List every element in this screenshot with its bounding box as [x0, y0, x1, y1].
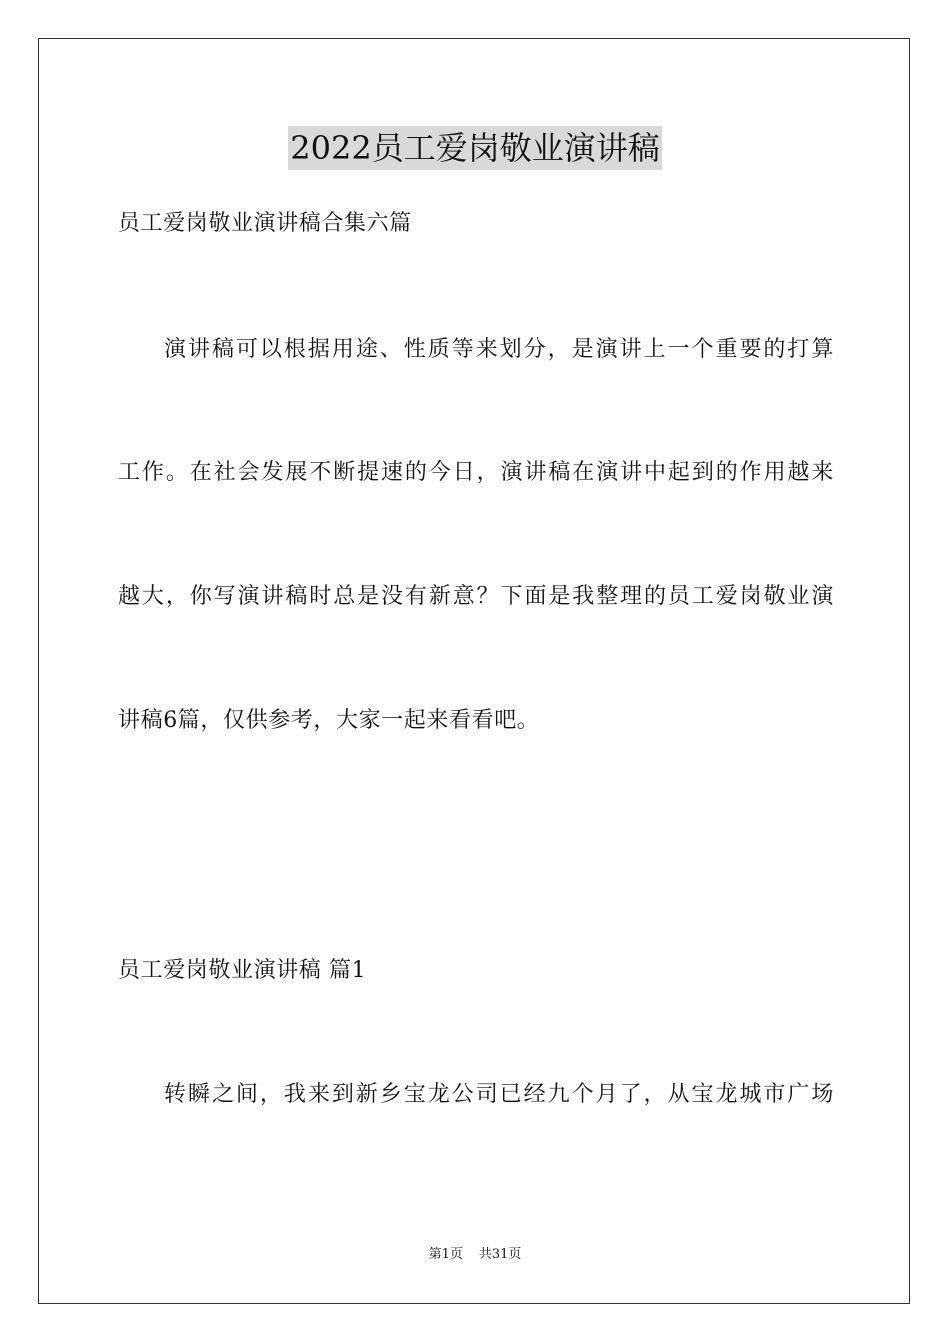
intro-line-1: 演讲稿可以根据用途、性质等来划分，是演讲上一个重要的打算: [164, 337, 834, 362]
title-container: [0, 126, 950, 170]
page-footer: [0, 1246, 950, 1264]
section-heading: 员工爱岗敬业演讲稿 篇1: [118, 958, 367, 983]
page-number: 第1页: [428, 1247, 463, 1262]
document-subtitle: 员工爱岗敬业演讲稿合集六篇: [118, 211, 412, 236]
intro-line-4: 讲稿6篇，仅供参考，大家一起来看看吧。: [118, 708, 540, 733]
intro-line-3: 越大，你写演讲稿时总是没有新意？下面是我整理的员工爱岗敬业演: [118, 584, 834, 609]
total-pages: 共31页: [478, 1247, 522, 1262]
document-title: 2022员工爱岗敬业演讲稿: [288, 126, 661, 170]
section-first-line: 转瞬之间，我来到新乡宝龙公司已经九个月了，从宝龙城市广场: [164, 1082, 834, 1107]
intro-line-2: 工作。在社会发展不断提速的今日，演讲稿在演讲中起到的作用越来: [118, 460, 834, 485]
